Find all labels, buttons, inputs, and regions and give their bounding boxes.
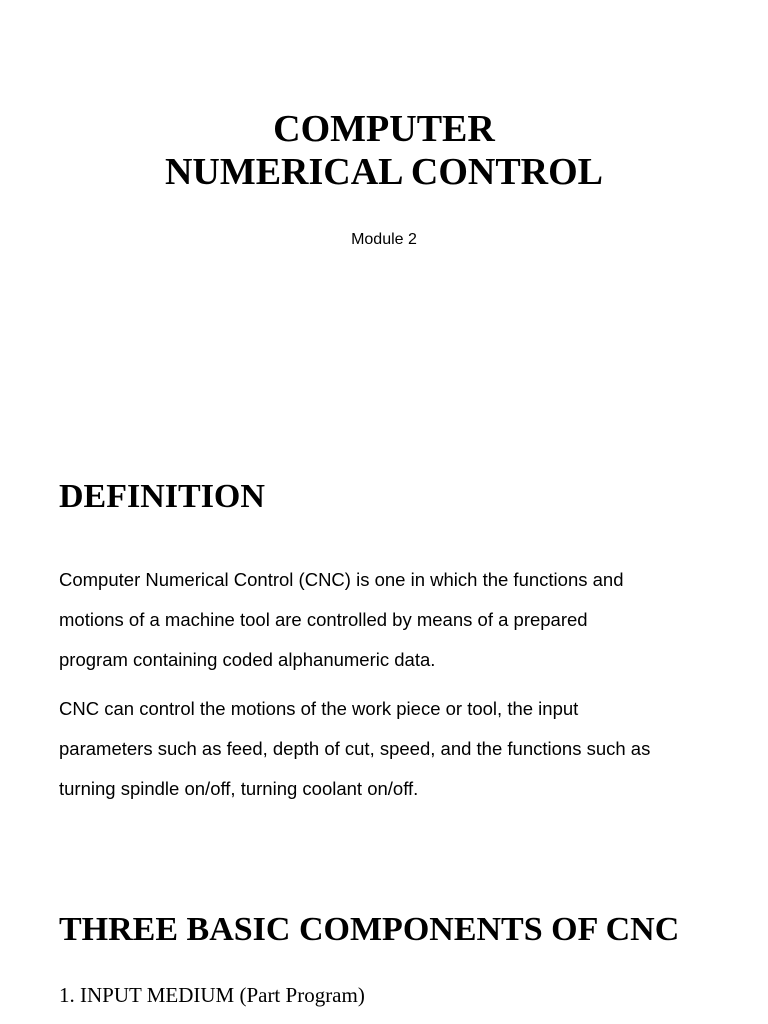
list-item: 1. INPUT MEDIUM (Part Program) bbox=[59, 983, 365, 1007]
paragraph-line: Computer Numerical Control (CNC) is one in which the functions and bbox=[59, 569, 624, 590]
paragraph-line: program containing coded alphanumeric data. bbox=[59, 649, 436, 670]
module-subtitle: Module 2 bbox=[351, 231, 417, 248]
paragraph-line: motions of a machine tool are controlled by means of a prepared bbox=[59, 609, 588, 630]
paragraph-line: parameters such as feed, depth of cut, speed, and the functions such as bbox=[59, 738, 651, 759]
components-heading: THREE BASIC COMPONENTS OF CNC bbox=[59, 911, 680, 948]
definition-paragraph-2 bbox=[59, 689, 739, 809]
page-title bbox=[0, 108, 768, 194]
paragraph-line: turning spindle on/off, turning coolant on/off. bbox=[59, 778, 419, 799]
definition-paragraph-1 bbox=[59, 560, 739, 680]
paragraph-line: CNC can control the motions of the work piece or tool, the input bbox=[59, 698, 579, 719]
title-line-1: COMPUTER bbox=[273, 108, 495, 150]
definition-heading: DEFINITION bbox=[59, 478, 265, 515]
title-line-2: NUMERICAL CONTROL bbox=[164, 151, 604, 193]
